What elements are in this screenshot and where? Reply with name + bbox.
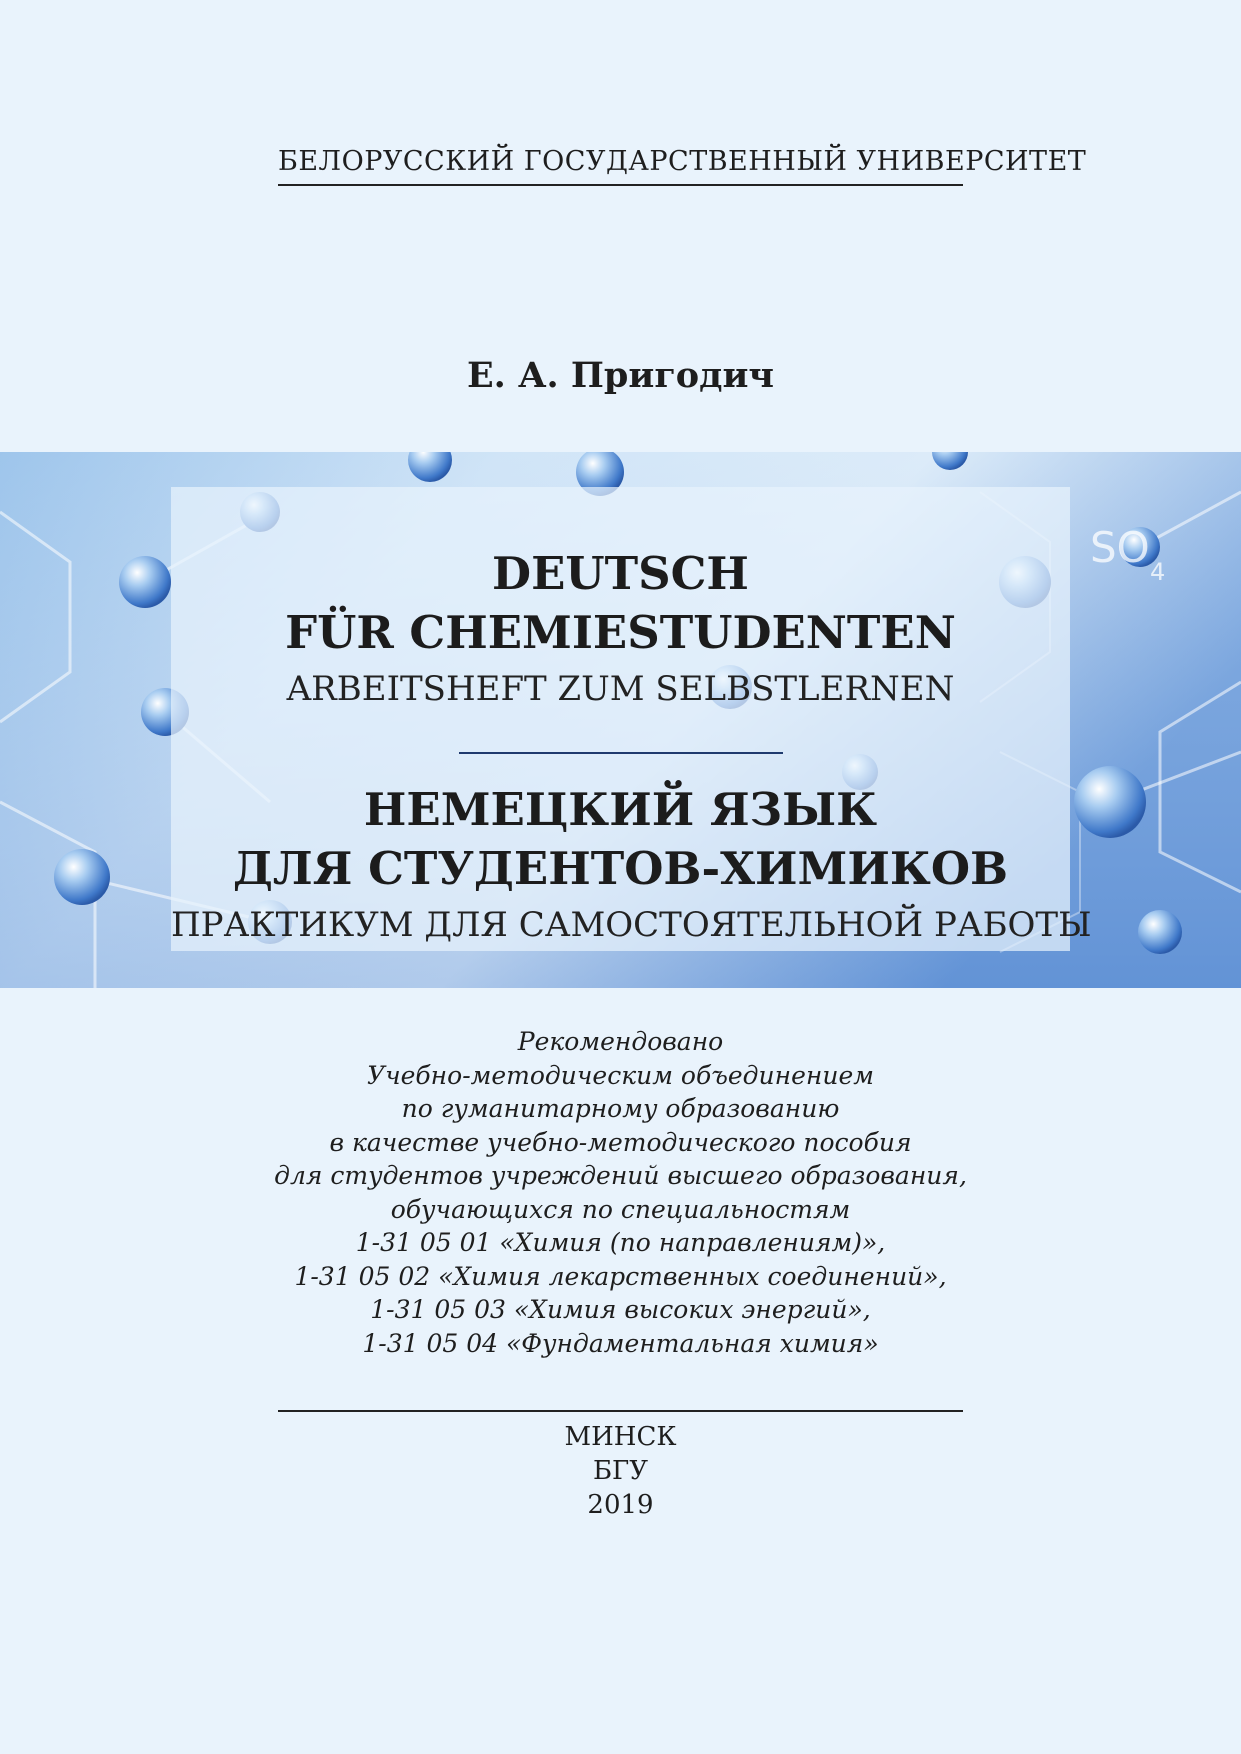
formula-subscript: 4 — [1150, 558, 1166, 586]
recommendation-line: 1-31 05 04 «Фундаментальная химия» — [362, 1328, 879, 1358]
german-subtitle: ARBEITSHEFT ZUM SELBSTLERNEN — [286, 669, 955, 709]
imprint-city: МИНСК — [564, 1422, 677, 1452]
recommendation-line: 1-31 05 02 «Химия лекарственных соединений», — [294, 1261, 947, 1291]
title-divider — [459, 752, 783, 754]
russian-subtitle: ПРАКТИКУМ ДЛЯ САМОСТОЯТЕЛЬНОЙ РАБОТЫ — [171, 905, 1092, 945]
recommendation-line: Учебно-методическим объединением — [367, 1060, 874, 1090]
bottom-rule — [278, 1410, 963, 1412]
title-panel — [171, 487, 1092, 951]
german-title-line-2: FÜR CHEMIESTUDENTEN — [285, 606, 956, 659]
russian-title-line-1: НЕМЕЦКИЙ ЯЗЫК — [363, 783, 878, 836]
imprint — [0, 1420, 1241, 1522]
recommendation-line: для студентов учреждений высшего образования, — [274, 1161, 967, 1190]
formula-text: SO — [1090, 523, 1150, 572]
recommendation-line: 1-31 05 01 «Химия (по направлениям)», — [355, 1228, 886, 1257]
molecule-banner — [0, 452, 1241, 988]
german-title-line-1: DEUTSCH — [492, 547, 749, 600]
imprint-publisher: БГУ — [592, 1456, 649, 1486]
recommendation-line: по гуманитарному образованию — [401, 1094, 840, 1123]
recommendation-line: обучающихся по специальностям — [390, 1194, 851, 1224]
university-name: БЕЛОРУССКИЙ ГОСУДАРСТВЕННЫЙ УНИВЕРСИТЕТ — [278, 146, 963, 186]
recommendation-line: 1-31 05 03 «Химия высоких энергий», — [370, 1295, 871, 1324]
russian-title-line-2: ДЛЯ СТУДЕНТОВ-ХИМИКОВ — [232, 842, 1009, 895]
author-name: Е. А. Пригодич — [466, 355, 775, 396]
recommendation-block — [0, 1025, 1241, 1360]
imprint-year: 2019 — [587, 1490, 654, 1520]
recommendation-line: Рекомендовано — [517, 1027, 724, 1056]
recommendation-line: в качестве учебно-методического пособия — [329, 1127, 912, 1157]
